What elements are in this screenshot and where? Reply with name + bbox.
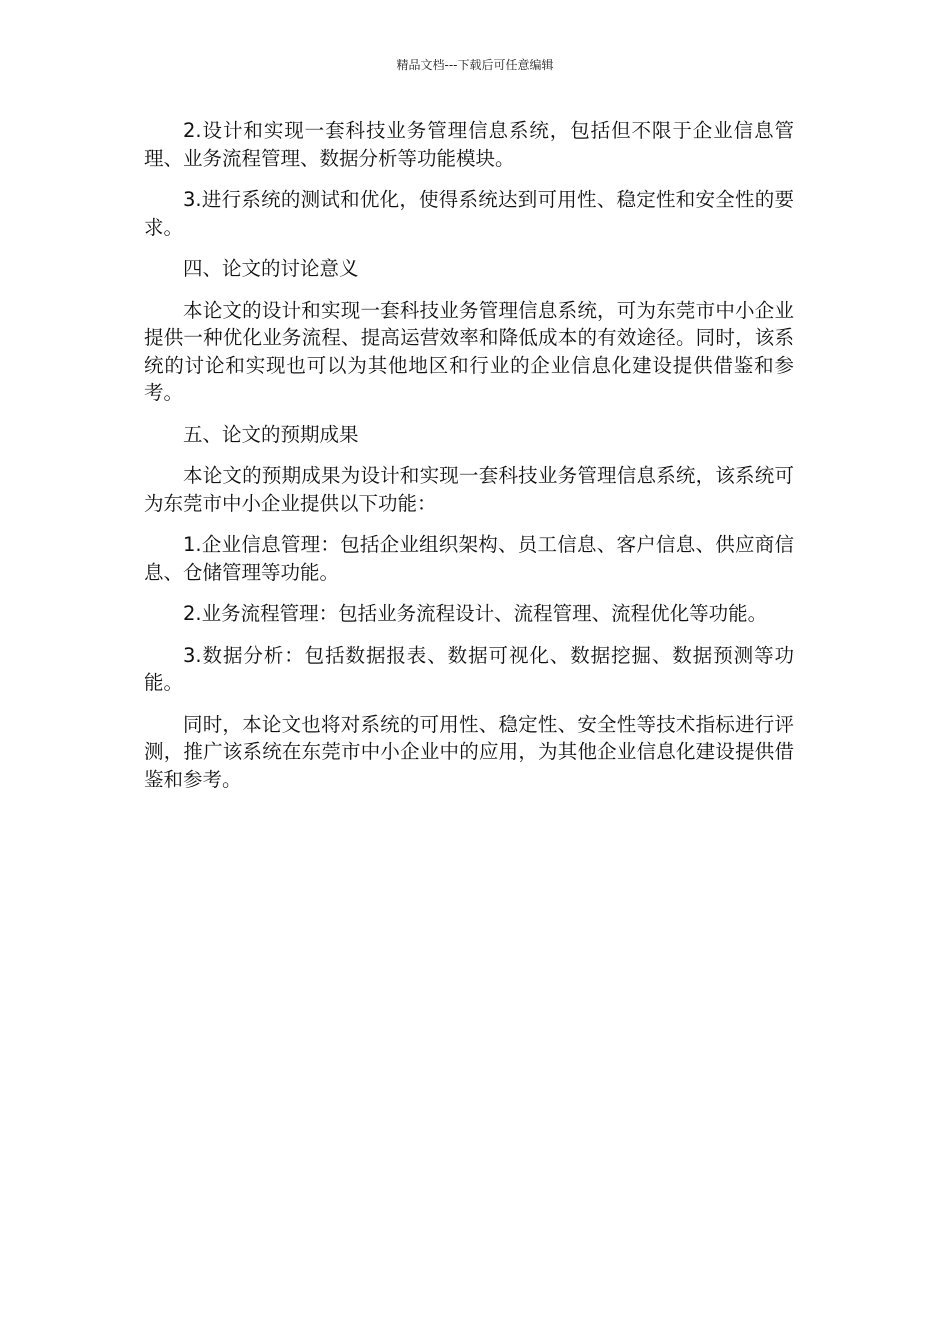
page-header: 精品文档---下载后可任意编辑: [396, 58, 554, 72]
paragraph-objective-2: 2.设计和实现一套科技业务管理信息系统，包括但不限于企业信息管理、业务流程管理、数据分析等功能模块。: [144, 119, 794, 170]
paragraph-expected-results-intro: 本论文的预期成果为设计和实现一套科技业务管理信息系统，该系统可为东莞市中小企业提供以下功能：: [144, 464, 794, 515]
paragraph-feature-1: 1.企业信息管理：包括企业组织架构、员工信息、客户信息、供应商信息、仓储管理等功能。: [144, 533, 794, 584]
paragraph-significance: 本论文的设计和实现一套科技业务管理信息系统，可为东莞市中小企业提供一种优化业务流程、提高运营效率和降低成本的有效途径。同时，该系统的讨论和实现也可以为其他地区和行业的企业信息化建设提供借鉴和参考。: [144, 298, 794, 404]
paragraph-feature-3: 3.数据分析：包括数据报表、数据可视化、数据挖掘、数据预测等功能。: [144, 643, 794, 694]
section-heading-expected-results: 五、论文的预期成果: [183, 422, 359, 446]
paragraph-objective-3: 3.进行系统的测试和优化，使得系统达到可用性、稳定性和安全性的要求。: [144, 188, 794, 239]
paragraph-conclusion: 同时，本论文也将对系统的可用性、稳定性、安全性等技术指标进行评测，推广该系统在东莞市中小企业中的应用，为其他企业信息化建设提供借鉴和参考。: [144, 712, 794, 791]
paragraph-feature-2: 2.业务流程管理：包括业务流程设计、流程管理、流程优化等功能。: [183, 602, 768, 625]
section-heading-significance: 四、论文的讨论意义: [183, 257, 359, 280]
document-body: [144, 117, 794, 807]
